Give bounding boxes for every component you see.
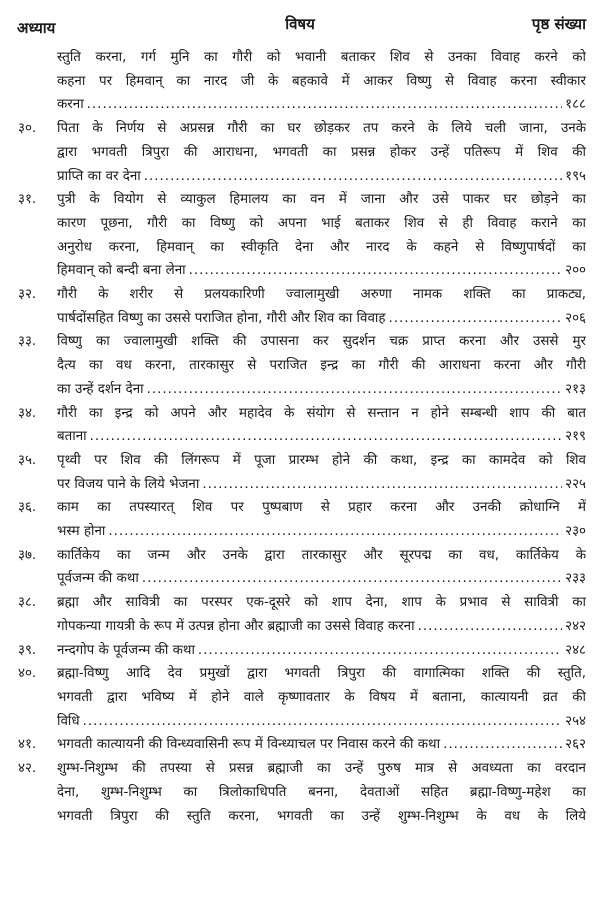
chapter-number: ३५. — [18, 452, 37, 468]
chapter-column-header: अध्याय — [17, 19, 56, 37]
subject-column-header: विषय — [285, 15, 315, 33]
entry-text-line: कारण पूछना, गौरी का विष्णु को अपना भाई बताकर शिव से ही विवाह कराने का — [57, 215, 586, 231]
chapter-number: ३९. — [18, 642, 37, 658]
entry-text-line: स्तुति करना, गर्ग मुनि का गौरी को भवानी बताकर शिव से उनका विवाह करने को — [57, 50, 586, 65]
entry-last-line — [57, 378, 586, 402]
page-number: २६२ — [565, 737, 586, 753]
entry-last-line — [57, 733, 586, 757]
chapter-number: ४०. — [18, 666, 37, 682]
entry-last-line — [57, 473, 586, 497]
entry-text-line: गोपकन्या गायत्री के रूप में उत्पन्न होना और ब्रह्माजी का उससे विवाह करना — [57, 618, 415, 634]
entry-text-line: पूर्वजन्म की कथा — [57, 571, 139, 587]
entry-text-line: कार्तिकेय का जन्म और उनके द्वारा तारकासुर और सूरपद्म का वध, कार्तिकेय के — [57, 547, 586, 563]
entry-last-line — [57, 520, 586, 544]
page-number: २३३ — [565, 571, 586, 587]
toc-entry — [0, 733, 600, 757]
entry-text-line: द्वारा भगवती त्रिपुरा की आराधना, भगवती का प्रसन्न होकर उन्हें पतिरूप में शिव की — [57, 144, 586, 160]
dot-leader — [108, 520, 562, 544]
toc-entry — [0, 283, 600, 330]
chapter-number: ४२. — [18, 761, 37, 777]
entry-text-line: भगवती त्रिपुरा की स्तुति करना, भगवती का उन्हें शुम्भ-निशुम्भ के वध के लिये — [57, 808, 586, 824]
chapter-number: ३७. — [18, 547, 37, 563]
entry-text-line: बताना — [57, 429, 87, 445]
toc-entry — [0, 330, 600, 401]
toc-entry — [0, 188, 600, 283]
page-number: २४२ — [565, 618, 586, 634]
entry-text-line: गौरी के शरीर से प्रलयकारिणी ज्वालामुखी अरुणा नामक शक्ति का प्राकट्य, — [57, 287, 586, 303]
entry-last-line — [57, 639, 586, 663]
dot-leader — [144, 165, 562, 189]
entry-text-line: नन्दगोप के पूर्वजन्म की कथा — [57, 642, 195, 658]
entry-last-line — [57, 165, 586, 189]
dot-leader — [189, 259, 563, 283]
chapter-number: ३३. — [18, 334, 37, 350]
entry-last-line — [57, 615, 586, 639]
entry-text-line: अनुरोध करना, हिमवान् का स्वीकृति देना और नारद के कहने से विष्णुपार्षदों का — [57, 239, 586, 255]
entry-text-line: पर विजय पाने के लिये भेजना — [57, 476, 200, 492]
entry-text-line: विधि — [57, 713, 80, 729]
page-number: २४८ — [565, 642, 586, 658]
chapter-number: ४१. — [18, 737, 37, 753]
toc-entry — [0, 662, 600, 733]
toc-header — [0, 15, 600, 42]
page-number: २०० — [565, 263, 586, 279]
entry-text-line: भगवती द्वारा भविष्य में होने वाले कृष्णावतार के विषय में बताना, कात्यायनी व्रत की — [57, 689, 586, 705]
entry-last-line — [57, 567, 586, 591]
entry-text-line: दैत्य का वध करना, तारकासुर से पराजित इन्द्र का गौरी की आराधना करना और गौरी — [57, 358, 586, 374]
toc-entry — [0, 402, 600, 449]
toc-entry — [0, 591, 600, 638]
entry-last-line — [57, 93, 586, 117]
entry-last-line — [57, 710, 586, 734]
entry-text-line: पुत्री के वियोग से व्याकुल हिमालय का वन में जाना और उसे पाकर घर छोड़ने का — [57, 192, 586, 208]
toc-entry — [0, 46, 600, 117]
entry-text-line: प्राप्ति का वर देना — [57, 168, 141, 184]
chapter-number: ३४. — [18, 405, 37, 421]
chapter-number: ३२. — [18, 287, 37, 303]
entry-text-line: करना — [57, 97, 84, 113]
entry-text-line: गौरी का इन्द्र को अपने और महादेव के संयोग से सन्तान न होने सम्बन्धी शाप की बात — [57, 405, 586, 421]
entry-text-line: भस्म होना — [57, 524, 106, 540]
dot-leader — [198, 639, 562, 663]
entry-text-line: का उन्हें दर्शन देना — [57, 381, 144, 397]
entry-text-line: पिता के निर्णय से अप्रसन्न गौरी का घर छोड़कर तप करने के लिये चली जाना, उनके — [57, 121, 586, 137]
entry-text-line: पार्षदोंसहित विष्णु का उससे पराजित होना, गौरी और शिव का विवाह — [57, 310, 386, 326]
dot-leader — [418, 615, 563, 639]
dot-leader — [202, 473, 562, 497]
dot-leader — [90, 425, 562, 449]
page-number-column-header: पृष्ठ संख्या — [531, 15, 586, 33]
toc-entry — [0, 544, 600, 591]
entry-text-line: ब्रह्मा-विष्णु आदि देव प्रमुखों द्वारा भगवती त्रिपुरा की वागात्मिका शक्ति की स्तुति, — [57, 666, 586, 682]
page-number: २१३ — [565, 381, 586, 397]
page-number: १८८ — [565, 97, 586, 113]
page-number: २०६ — [565, 310, 586, 326]
entry-text-line: हिमवान् को बन्दी बना लेना — [57, 263, 186, 279]
dot-leader — [443, 733, 562, 757]
entry-text-line: देना, शुम्भ-निशुम्भ का त्रिलोकाधिपति बनना, देवताओं सहित ब्रह्मा-विष्णु-महेश का — [57, 784, 586, 800]
chapter-number: ३१. — [18, 192, 37, 208]
entry-last-line — [57, 307, 586, 331]
entry-text-line: कहना पर हिमवान् का नारद जी के बहकावे में आकर विष्णु से विवाह करना स्वीकार — [57, 73, 586, 89]
toc-entry — [0, 117, 600, 188]
dot-leader — [147, 378, 562, 402]
entry-text-line: विष्णु का ज्वालामुखी शक्ति की उपासना कर सुदर्शन चक्र प्राप्त करना और उससे मुर — [57, 334, 586, 350]
toc-entry — [0, 496, 600, 543]
dot-leader — [388, 307, 562, 331]
entry-text-line: भगवती कात्यायनी की विन्ध्यवासिनी रूप में विन्ध्याचल पर निवास करने की कथा — [57, 737, 441, 753]
dot-leader — [87, 93, 562, 117]
entry-last-line — [57, 425, 586, 449]
page-number: २२५ — [565, 476, 586, 492]
chapter-number: ३०. — [18, 121, 37, 137]
entry-text-line: पृथ्वी पर शिव की लिंगरूप में पूजा प्रारम्भ होने की कथा, इन्द्र का कामदेव को शिव — [57, 452, 586, 468]
chapter-number: ३६. — [18, 500, 37, 516]
page-number: २१९ — [565, 429, 586, 445]
entry-text-line: शुम्भ-निशुम्भ की तपस्या से प्रसन्न ब्रह्माजी का उन्हें पुरुष मात्र से अवध्यता का वरदान — [57, 761, 586, 777]
page-number: १९५ — [565, 168, 586, 184]
toc-entry — [0, 757, 600, 828]
toc-entry — [0, 449, 600, 496]
toc-entry — [0, 639, 600, 663]
chapter-number: ३८. — [18, 595, 37, 611]
page-number: २३० — [565, 524, 586, 540]
entry-text-line: ब्रह्मा और सावित्री का परस्पर एक-दूसरे को शाप देना, शाप के प्रभाव से सावित्री का — [57, 595, 586, 611]
entry-last-line — [57, 259, 586, 283]
table-of-contents — [0, 46, 600, 828]
dot-leader — [142, 567, 562, 591]
dot-leader — [83, 710, 562, 734]
page-number: २५४ — [565, 713, 586, 729]
entry-text-line: काम का तपस्यारत् शिव पर पुष्पबाण से प्रहार करना और उनकी क्रोधाग्नि में — [57, 500, 586, 516]
